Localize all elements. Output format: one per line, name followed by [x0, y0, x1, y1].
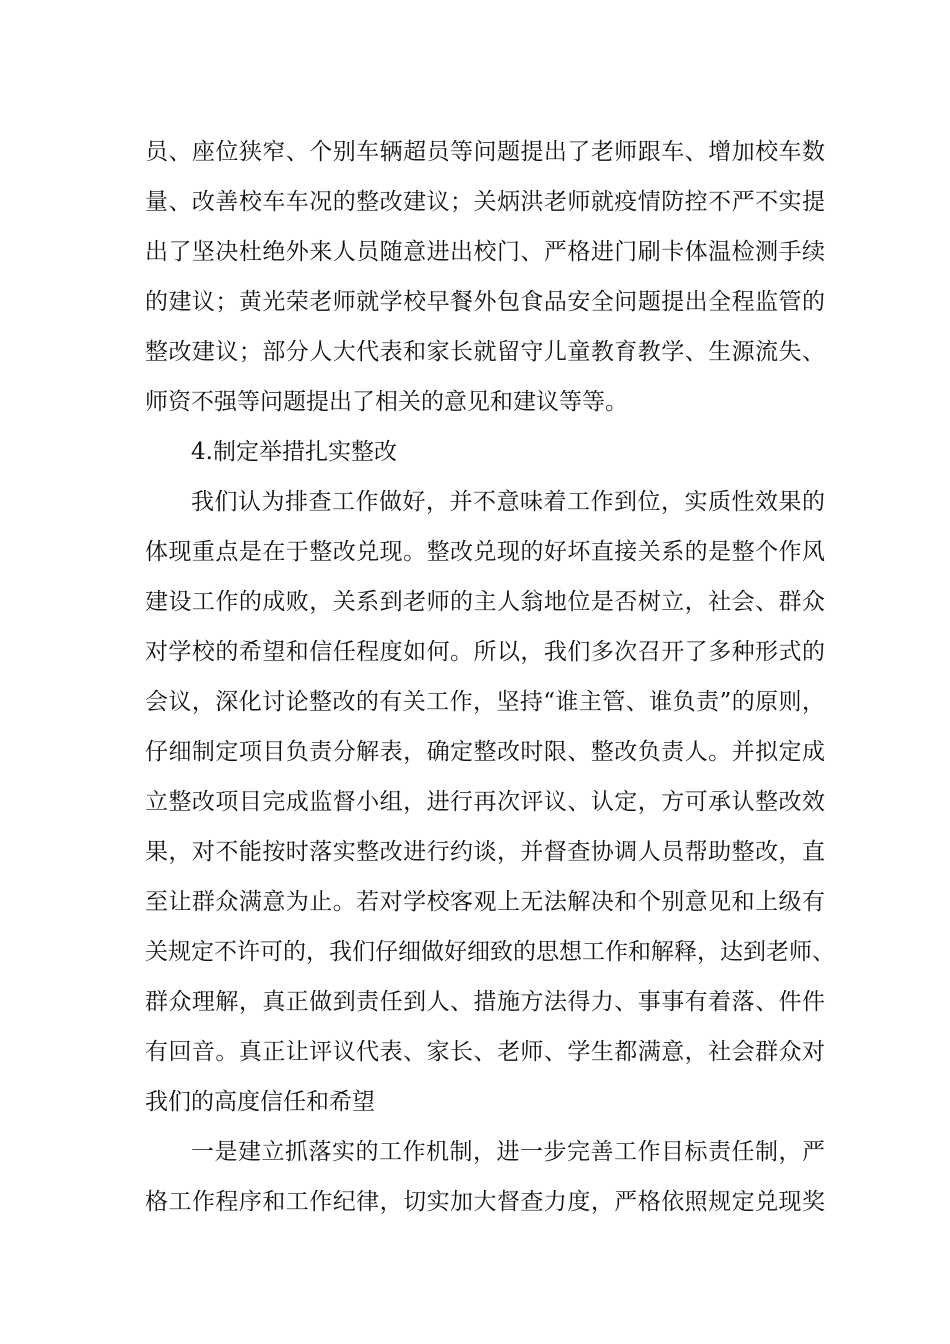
- text-line: 群众理解，真正做到责任到人、措施方法得力、事事有着落、件件: [145, 989, 825, 1015]
- text-line: 有回音。真正让评议代表、家长、老师、学生都满意，社会群众对: [145, 1039, 825, 1065]
- text-line: 仔细制定项目负责分解表，确定整改时限、整改负责人。并拟定成: [145, 739, 825, 765]
- text-line: 员、座位狭窄、个别车辆超员等问题提出了老师跟车、增加校车数: [145, 139, 825, 165]
- text-line: 关规定不许可的，我们仔细做好细致的思想工作和解释，达到老师、: [145, 939, 835, 965]
- text-line: 体现重点是在于整改兑现。整改兑现的好坏直接关系的是整个作风: [145, 539, 825, 565]
- text-line: 整改建议；部分人大代表和家长就留守儿童教育教学、生源流失、: [145, 339, 825, 365]
- text-line: 会议，深化讨论整改的有关工作，坚持“谁主管、谁负责”的原则，: [145, 689, 825, 715]
- section-heading: 4.制定举措扎实整改: [191, 439, 397, 465]
- document-body: [145, 127, 835, 1227]
- text-line: 格工作程序和工作纪律，切实加大督查力度，严格依照规定兑现奖: [145, 1189, 825, 1215]
- text-line: 建设工作的成败，关系到老师的主人翁地位是否树立，社会、群众: [145, 589, 825, 615]
- text-line: 出了坚决杜绝外来人员随意进出校门、严格进门刷卡体温检测手续: [145, 239, 825, 265]
- text-line: 果，对不能按时落实整改进行约谈，并督查协调人员帮助整改，直: [145, 839, 825, 865]
- text-line: 我们的高度信任和希望: [145, 1089, 375, 1115]
- text-line: 的建议；黄光荣老师就学校早餐外包食品安全问题提出全程监管的: [145, 289, 825, 315]
- text-line: 一是建立抓落实的工作机制，进一步完善工作目标责任制，严: [191, 1139, 825, 1165]
- text-line: 量、改善校车车况的整改建议；关炳洪老师就疫情防控不严不实提: [145, 189, 825, 215]
- text-line: 立整改项目完成监督小组，进行再次评议、认定，方可承认整改效: [145, 789, 825, 815]
- text-line: 对学校的希望和信任程度如何。所以，我们多次召开了多种形式的: [145, 639, 825, 665]
- text-line: 师资不强等问题提出了相关的意见和建议等等。: [145, 389, 628, 415]
- text-line: 我们认为排查工作做好，并不意味着工作到位，实质性效果的: [191, 489, 825, 515]
- text-line: 至让群众满意为止。若对学校客观上无法解决和个别意见和上级有: [145, 889, 825, 915]
